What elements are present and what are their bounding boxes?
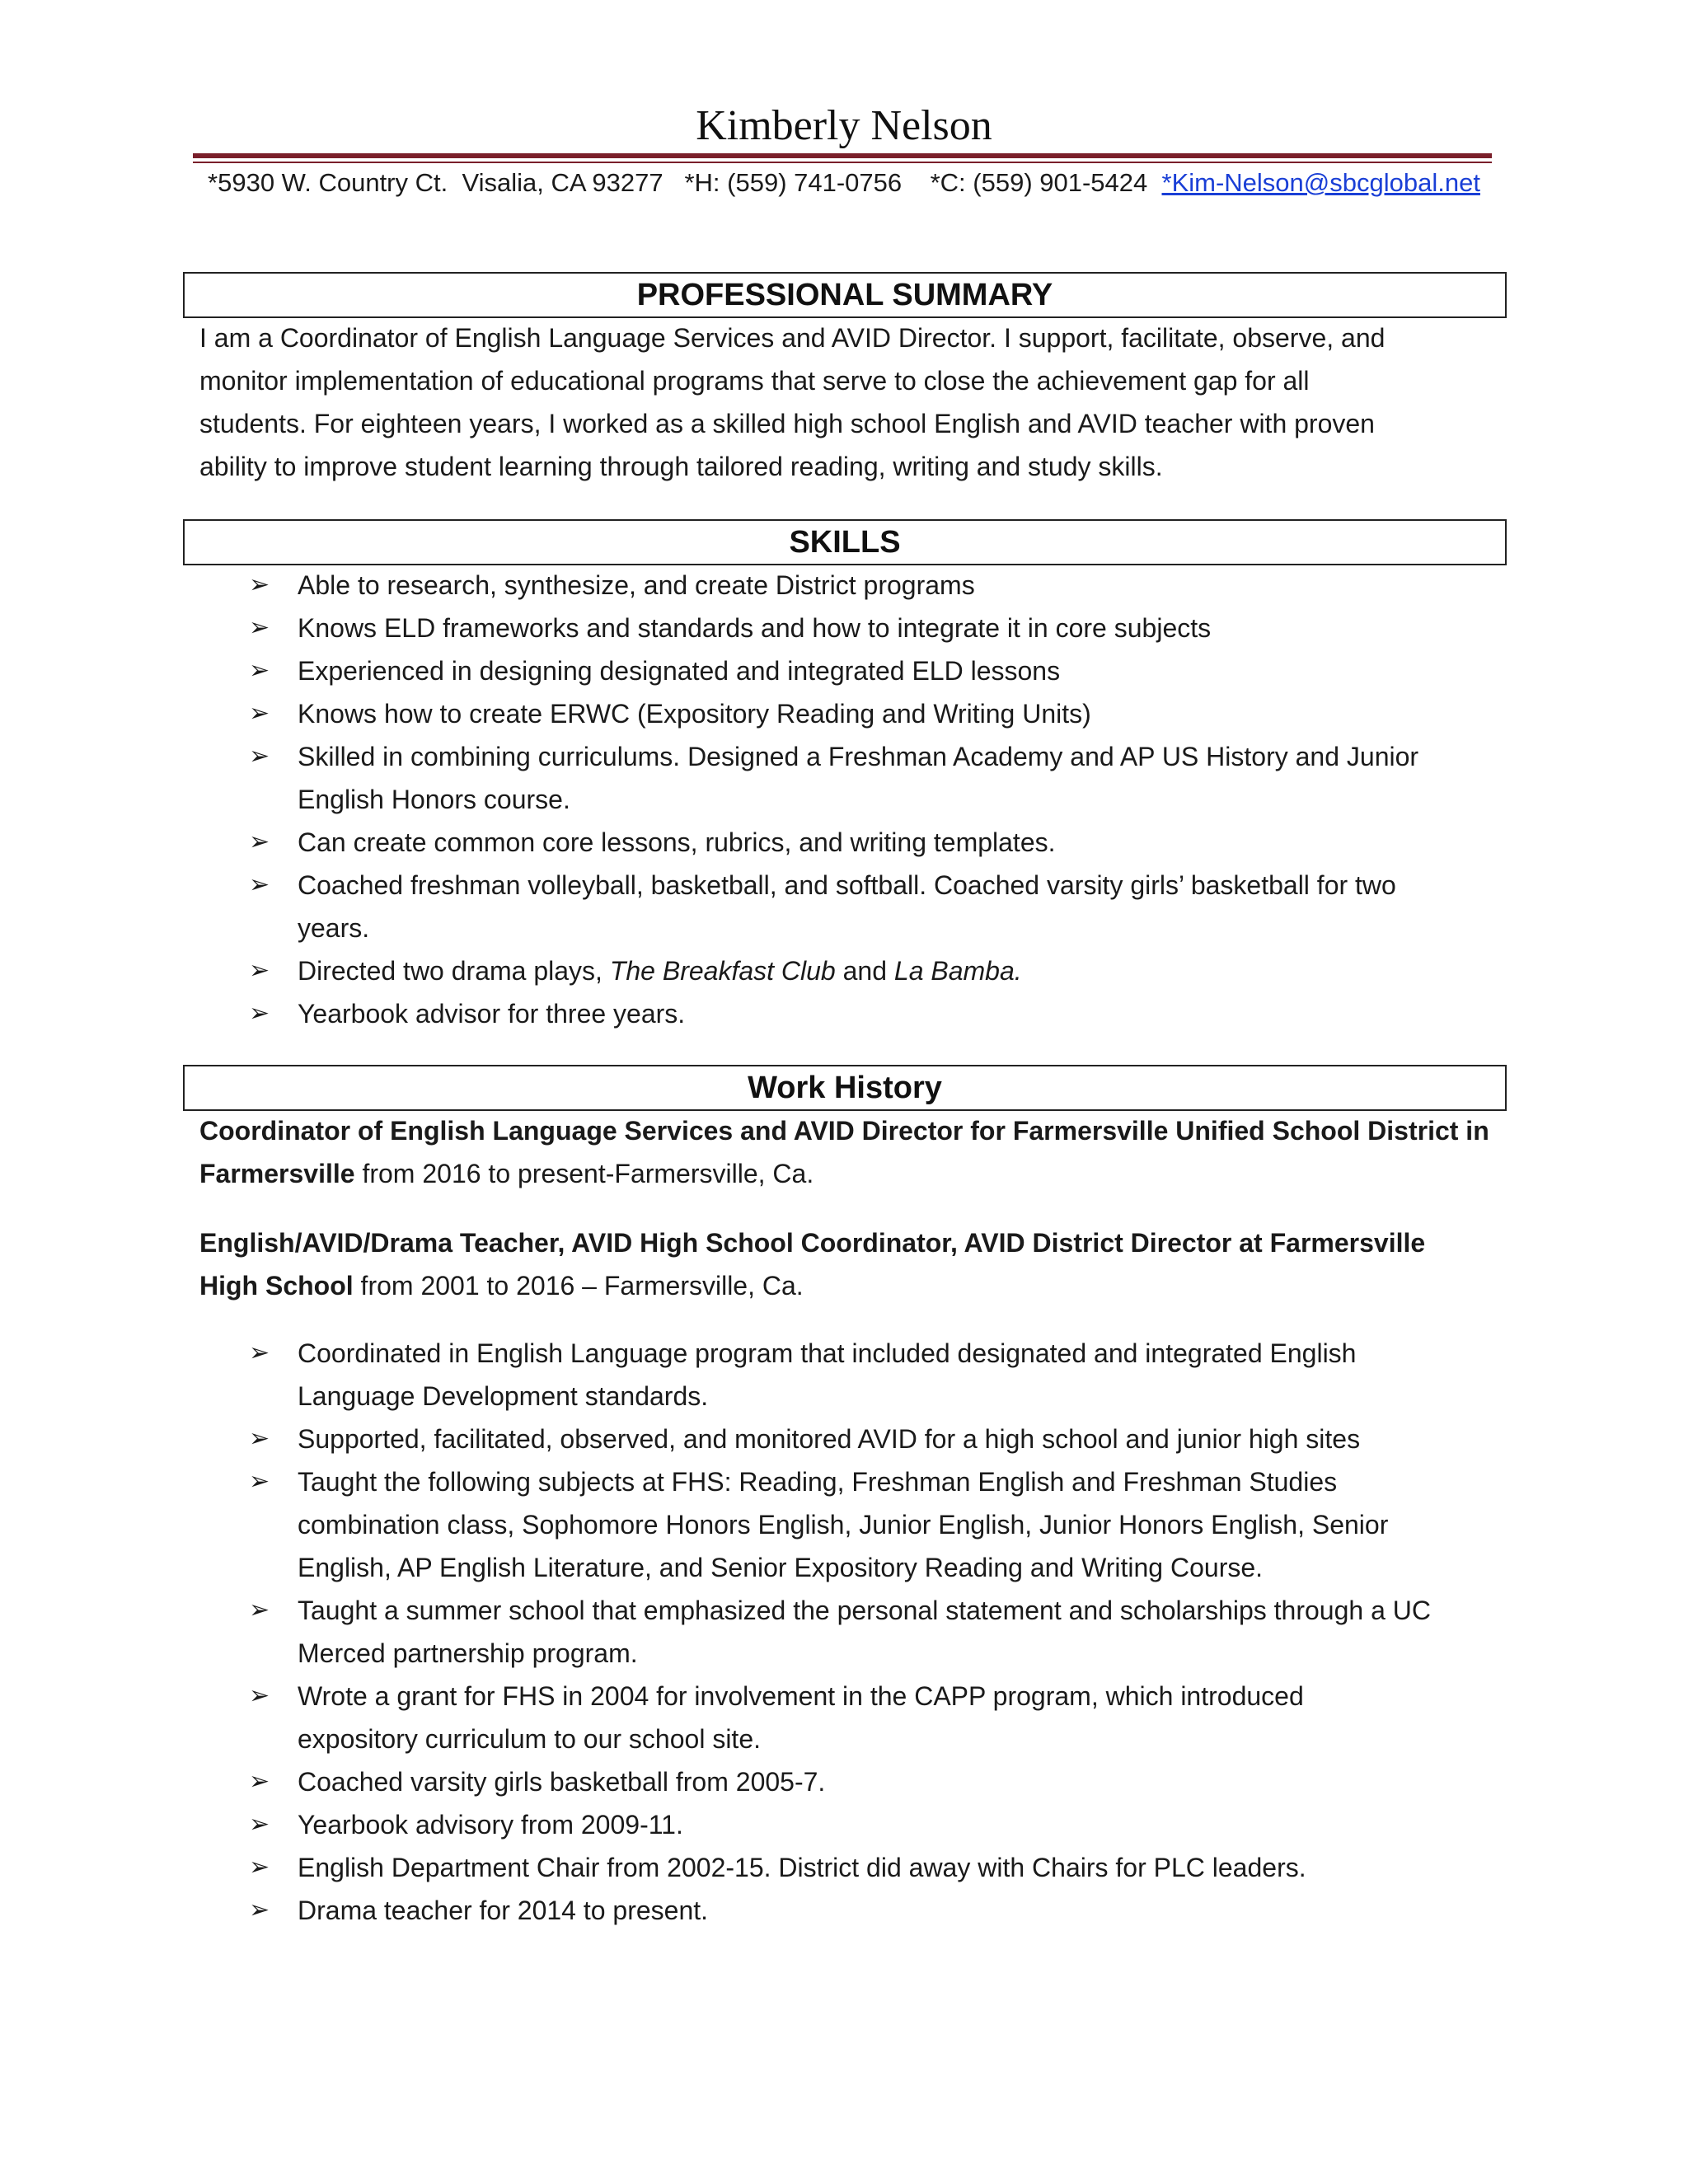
list-item <box>0 1460 1501 1589</box>
list-item <box>0 1846 1501 1889</box>
address: *5930 W. Country Ct. Visalia, CA 93277 <box>208 168 663 197</box>
work-text: combination class, Sophomore Honors English, Junior English, Junior Honors English, Senior <box>298 1510 1389 1540</box>
list-item <box>0 1332 1501 1418</box>
list-item <box>0 1803 1501 1846</box>
summary-line: monitor implementation of educational programs that serve to close the achievement gap for all <box>199 366 1310 396</box>
work-text: Yearbook advisory from 2009-11. <box>298 1810 683 1840</box>
list-item <box>0 1889 1501 1932</box>
job-title: High School <box>199 1271 354 1301</box>
skill-text: Knows ELD frameworks and standards and how to integrate it in core subjects <box>298 613 1212 643</box>
arrow-bullet-icon: ➢ <box>249 743 270 770</box>
summary-heading: PROFESSIONAL SUMMARY <box>183 272 1507 318</box>
arrow-bullet-icon: ➢ <box>249 571 270 598</box>
work-text: Coordinated in English Language program that included designated and integrated English <box>298 1338 1357 1368</box>
drama-mid: and <box>835 956 894 986</box>
list-item <box>0 692 1501 735</box>
list-item <box>0 1418 1501 1460</box>
skill-text: Yearbook advisor for three years. <box>298 999 686 1029</box>
skill-text: years. <box>298 913 370 943</box>
skill-text: English Honors course. <box>298 785 570 814</box>
work-text: Wrote a grant for FHS in 2004 for involvement in the CAPP program, which introduced <box>298 1681 1304 1711</box>
play-title: The Breakfast Club <box>609 956 836 986</box>
work-text: Language Development standards. <box>298 1381 709 1411</box>
email-link[interactable]: *Kim-Nelson@sbcglobal.net <box>1161 168 1480 197</box>
skills-list <box>0 564 1501 1035</box>
list-item <box>0 992 1501 1035</box>
arrow-bullet-icon: ➢ <box>249 1854 270 1881</box>
cell-phone: *C: (559) 901-5424 <box>930 168 1148 197</box>
arrow-bullet-icon: ➢ <box>249 1768 270 1795</box>
skill-text <box>298 949 1501 992</box>
list-item <box>0 564 1501 607</box>
work-text: English Department Chair from 2002-15. District did away with Chairs for PLC leaders. <box>298 1853 1306 1882</box>
work-list <box>0 1332 1501 1932</box>
arrow-bullet-icon: ➢ <box>249 1339 270 1366</box>
arrow-bullet-icon: ➢ <box>249 1596 270 1624</box>
header-rule-thick <box>193 153 1492 158</box>
job-title: English/AVID/Drama Teacher, AVID High School Coordinator, AVID District Director at Farmersville <box>199 1228 1426 1258</box>
work-text: expository curriculum to our school site. <box>298 1724 761 1754</box>
job-dates: from 2016 to present-Farmersville, Ca. <box>354 1159 814 1188</box>
list-item <box>0 821 1501 864</box>
job-dates: from 2001 to 2016 – Farmersville, Ca. <box>353 1271 804 1301</box>
work-text: Taught the following subjects at FHS: Reading, Freshman English and Freshman Studies <box>298 1467 1338 1497</box>
arrow-bullet-icon: ➢ <box>249 700 270 727</box>
arrow-bullet-icon: ➢ <box>249 1425 270 1452</box>
arrow-bullet-icon: ➢ <box>249 1682 270 1709</box>
arrow-bullet-icon: ➢ <box>249 1000 270 1027</box>
work-heading: Work History <box>183 1065 1507 1111</box>
work-text: English, AP English Literature, and Senior Expository Reading and Writing Course. <box>298 1553 1264 1582</box>
work-text: Merced partnership program. <box>298 1638 638 1668</box>
arrow-bullet-icon: ➢ <box>249 1811 270 1838</box>
work-text: Drama teacher for 2014 to present. <box>298 1896 709 1925</box>
contact-line <box>0 163 1688 203</box>
resume-name: Kimberly Nelson <box>696 102 992 149</box>
skill-text: Skilled in combining curriculums. Designed a Freshman Academy and AP US History and Junior <box>298 742 1419 771</box>
home-phone: *H: (559) 741-0756 <box>684 168 903 197</box>
skill-text: Knows how to create ERWC (Expository Reading and Writing Units) <box>298 699 1091 729</box>
summary-text <box>199 316 1502 488</box>
list-item <box>0 949 1501 992</box>
list-item <box>0 607 1501 649</box>
skill-text: Coached freshman volleyball, basketball, and softball. Coached varsity girls’ basketball for two <box>298 870 1396 900</box>
arrow-bullet-icon: ➢ <box>249 614 270 641</box>
arrow-bullet-icon: ➢ <box>249 957 270 984</box>
work-text: Taught a summer school that emphasized the personal statement and scholarships through a UC <box>298 1596 1431 1625</box>
list-item <box>0 1589 1501 1675</box>
summary-line: ability to improve student learning through tailored reading, writing and study skills. <box>199 452 1163 481</box>
list-item <box>0 735 1501 821</box>
skill-text: Can create common core lessons, rubrics, and writing templates. <box>298 827 1056 857</box>
job-title: Coordinator of English Language Services and AVID Director for Farmersville Unified School District in <box>199 1116 1489 1146</box>
summary-line: I am a Coordinator of English Language Services and AVID Director. I support, facilitate, observe, and <box>199 323 1386 353</box>
job-title: Farmersville <box>199 1159 355 1188</box>
arrow-bullet-icon: ➢ <box>249 828 270 855</box>
job-entry-coordinator <box>199 1109 1502 1195</box>
drama-prefix: Directed two drama plays, <box>298 956 610 986</box>
arrow-bullet-icon: ➢ <box>249 1468 270 1495</box>
work-text: Supported, facilitated, observed, and monitored AVID for a high school and junior high sites <box>298 1424 1361 1454</box>
arrow-bullet-icon: ➢ <box>249 871 270 898</box>
skill-text: Able to research, synthesize, and create District programs <box>298 570 975 600</box>
list-item <box>0 1675 1501 1760</box>
summary-line: students. For eighteen years, I worked as a skilled high school English and AVID teacher with proven <box>199 409 1375 438</box>
list-item <box>0 864 1501 949</box>
skills-heading: SKILLS <box>183 519 1507 565</box>
list-item <box>0 1760 1501 1803</box>
skill-text: Experienced in designing designated and integrated ELD lessons <box>298 656 1061 686</box>
play-title: La Bamba. <box>893 956 1022 986</box>
arrow-bullet-icon: ➢ <box>249 657 270 684</box>
list-item <box>0 649 1501 692</box>
arrow-bullet-icon: ➢ <box>249 1896 270 1924</box>
work-text: Coached varsity girls basketball from 2005-7. <box>298 1767 826 1797</box>
job-entry-teacher <box>199 1221 1502 1307</box>
